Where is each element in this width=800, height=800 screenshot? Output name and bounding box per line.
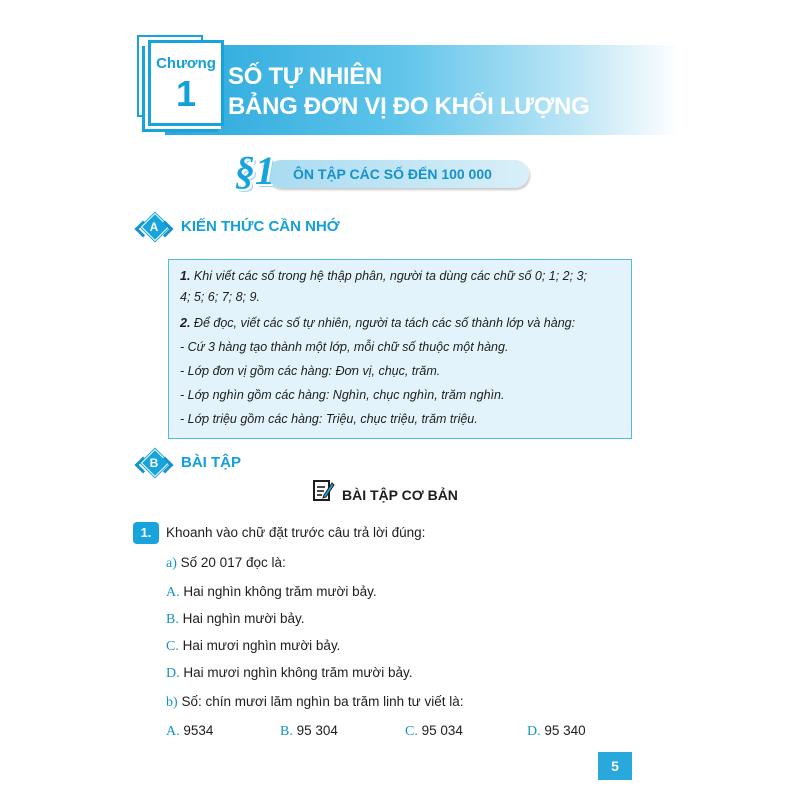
chapter-title-line-1: SỐ TỰ NHIÊN — [228, 63, 382, 90]
option-a: A. Hai nghìn không trăm mười bảy. — [166, 584, 377, 600]
option-a: A. 9534 — [166, 723, 214, 739]
question-part-a: a) Số 20 017 đọc là: — [166, 555, 286, 571]
knowledge-bullet: - Cứ 3 hàng tạo thành một lớp, mỗi chữ số thuộc một hàng. — [180, 340, 509, 354]
exercise-pencil-icon — [313, 478, 335, 502]
option-d: D. Hai mươi nghìn không trăm mười bảy. — [166, 665, 413, 681]
part-b-title: BÀI TẬP — [181, 454, 241, 471]
chapter-word: Chương — [156, 55, 216, 72]
knowledge-item-2-line-1: 2. Để đọc, viết các số tự nhiên, người ta tách các số thành lớp và hàng: — [180, 316, 576, 330]
part-b-letter: B — [149, 456, 159, 470]
part-b-marker — [135, 454, 173, 476]
question-number: 1. — [133, 522, 159, 544]
exercise-heading: BÀI TẬP CƠ BẢN — [342, 487, 458, 503]
section-title: ÔN TẬP CÁC SỐ ĐẾN 100 000 — [293, 166, 492, 182]
option-d: D. 95 340 — [527, 723, 586, 739]
question-prompt: Khoanh vào chữ đặt trước câu trả lời đúng: — [166, 525, 426, 540]
part-a-letter: A — [149, 220, 159, 234]
part-a-title: KIẾN THỨC CẦN NHỚ — [181, 218, 340, 235]
knowledge-bullet: - Lớp nghìn gồm các hàng: Nghìn, chục nghìn, trăm nghìn. — [180, 388, 505, 402]
part-a-marker — [135, 218, 173, 240]
option-b: B. 95 304 — [280, 723, 338, 739]
knowledge-item-1-line-1: 1. Khi viết các số trong hệ thập phân, người ta dùng các chữ số 0; 1; 2; 3; — [180, 269, 588, 283]
knowledge-bullet: - Lớp triệu gồm các hàng: Triệu, chục triệu, trăm triệu. — [180, 412, 478, 426]
chapter-title-line-2: BẢNG ĐƠN VỊ ĐO KHỐI LƯỢNG — [228, 93, 590, 120]
page-number: 5 — [598, 752, 632, 780]
chapter-box — [148, 40, 224, 126]
knowledge-item-1-line-2: 4; 5; 6; 7; 8; 9. — [180, 290, 260, 304]
question-part-b: b) Số: chín mươi lăm nghìn ba trăm linh tư viết là: — [166, 694, 464, 710]
chapter-number: 1 — [175, 73, 197, 114]
option-b: B. Hai nghìn mười bảy. — [166, 611, 305, 627]
section-mark: §1 — [235, 148, 275, 193]
option-c: C. 95 034 — [405, 723, 463, 739]
knowledge-bullet: - Lớp đơn vị gồm các hàng: Đơn vị, chục, trăm. — [180, 364, 441, 378]
option-c: C. Hai mươi nghìn mười bảy. — [166, 638, 341, 654]
